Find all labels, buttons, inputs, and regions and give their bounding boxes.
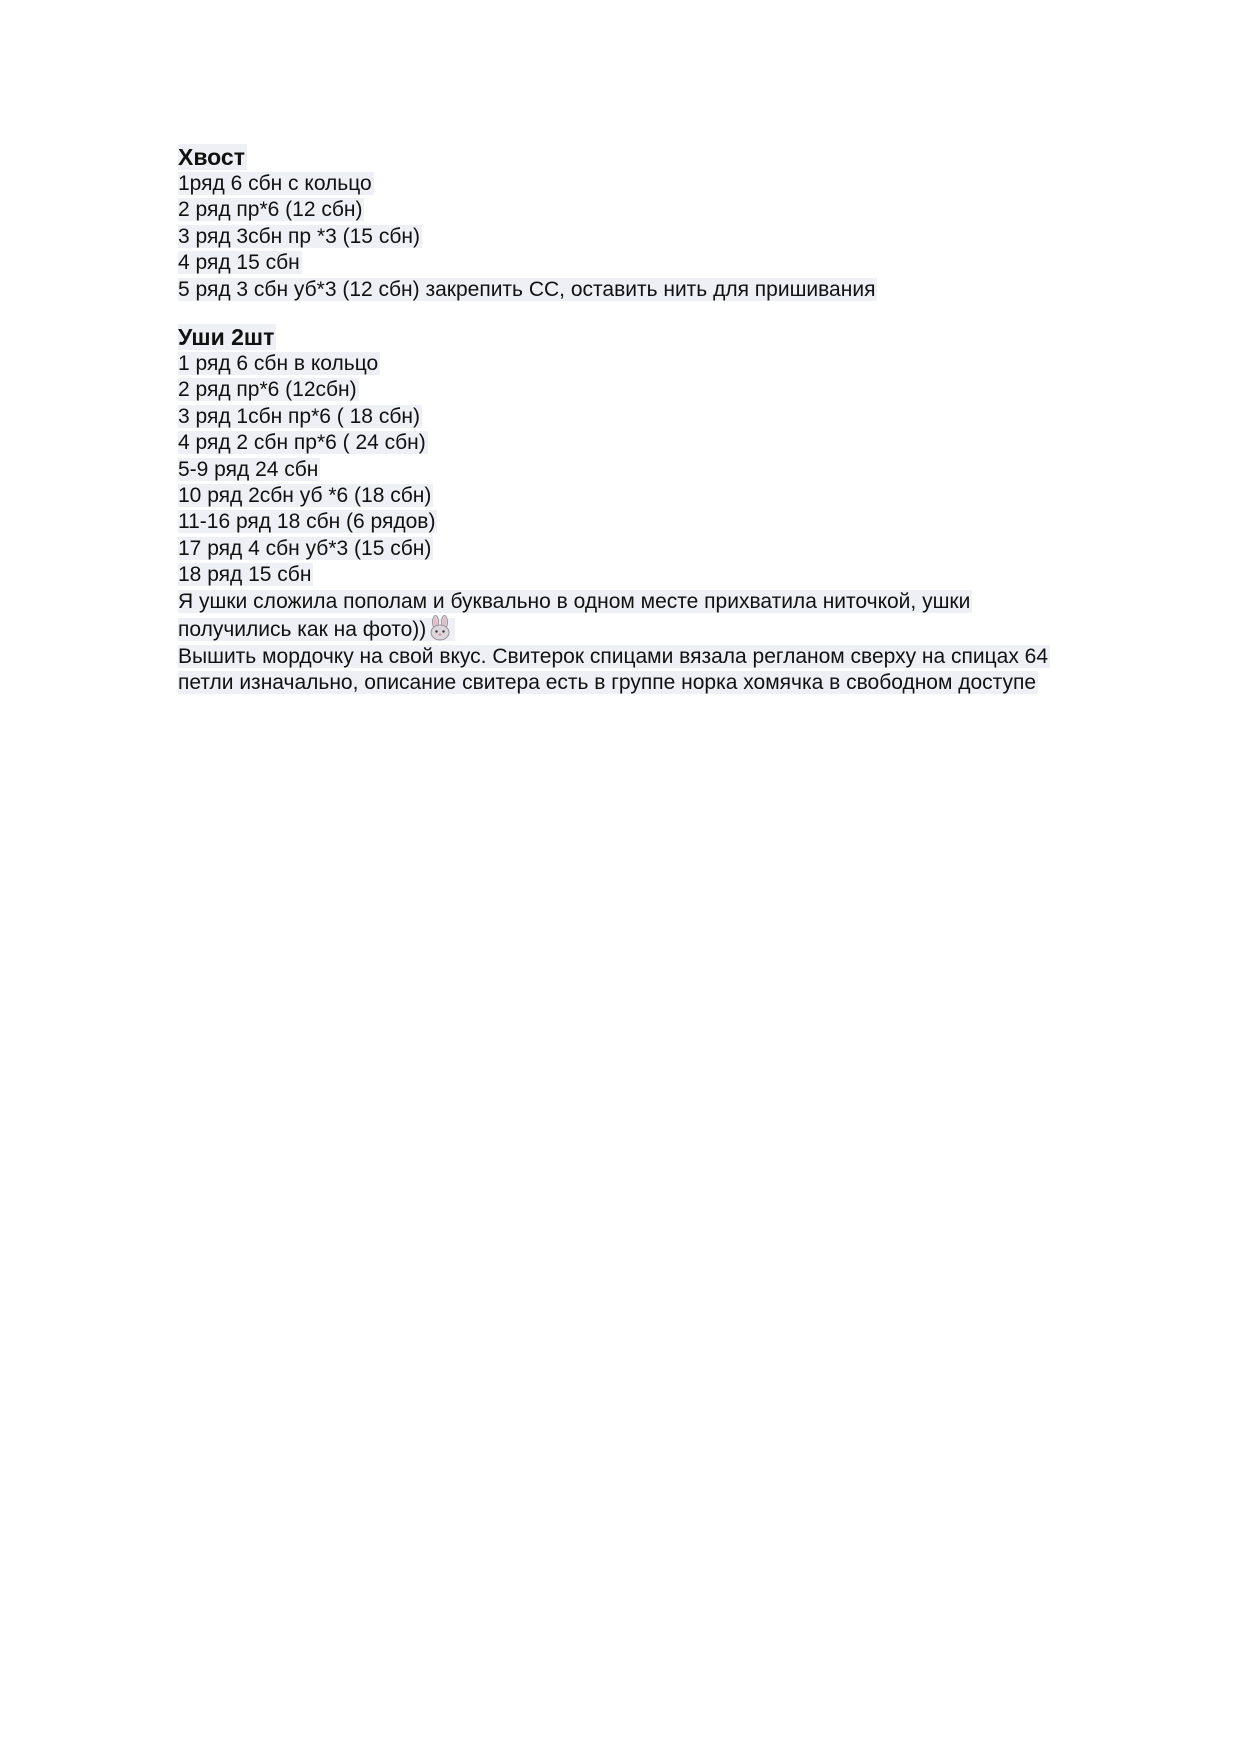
finish-line: петли изначально, описание свитера есть в группе норка хомячка в свободном доступе bbox=[178, 670, 1037, 694]
tail-heading: Хвост bbox=[178, 144, 245, 170]
finish-line: Вышить мордочку на свой вкус. Свитерок спицами вязала регланом сверху на спицах 64 bbox=[178, 644, 1049, 668]
tail-row: 2 ряд пр*6 (12 сбн) bbox=[178, 198, 363, 222]
ears-heading: Уши 2шт bbox=[178, 324, 275, 351]
tail-row: 4 ряд 15 сбн bbox=[178, 251, 300, 275]
tail-row: 3 ряд 3сбн пр *3 (15 сбн) bbox=[178, 224, 420, 248]
ears-row: 18 ряд 15 сбн bbox=[178, 563, 312, 587]
ears-row: 1 ряд 6 сбн в кольцо bbox=[178, 352, 379, 376]
ears-row: 10 ряд 2сбн уб *6 (18 сбн) bbox=[178, 484, 432, 508]
ears-section bbox=[178, 323, 1178, 696]
ears-note-line: получились как на фото)) bbox=[178, 615, 1178, 643]
ears-row: 3 ряд 1сбн пр*6 ( 18 сбн) bbox=[178, 404, 420, 428]
ears-row: 4 ряд 2 сбн пр*6 ( 24 сбн) bbox=[178, 431, 426, 455]
ears-row: 5-9 ряд 24 сбн bbox=[178, 457, 319, 481]
ears-row: 11-16 ряд 18 сбн (6 рядов) bbox=[178, 510, 436, 534]
tail-section bbox=[178, 143, 1178, 303]
bunny-face-icon bbox=[427, 615, 453, 641]
document-page bbox=[178, 143, 1178, 696]
ears-note-line: Я ушки сложила пополам и буквально в одном месте прихватила ниточкой, ушки bbox=[178, 589, 971, 613]
tail-row: 5 ряд 3 сбн уб*3 (12 сбн) закрепить СС, оставить нить для пришивания bbox=[178, 277, 876, 301]
ears-row: 2 ряд пр*6 (12сбн) bbox=[178, 378, 357, 402]
tail-row: 1ряд 6 сбн с кольцо bbox=[178, 172, 372, 195]
ears-row: 17 ряд 4 сбн уб*3 (15 сбн) bbox=[178, 536, 432, 560]
